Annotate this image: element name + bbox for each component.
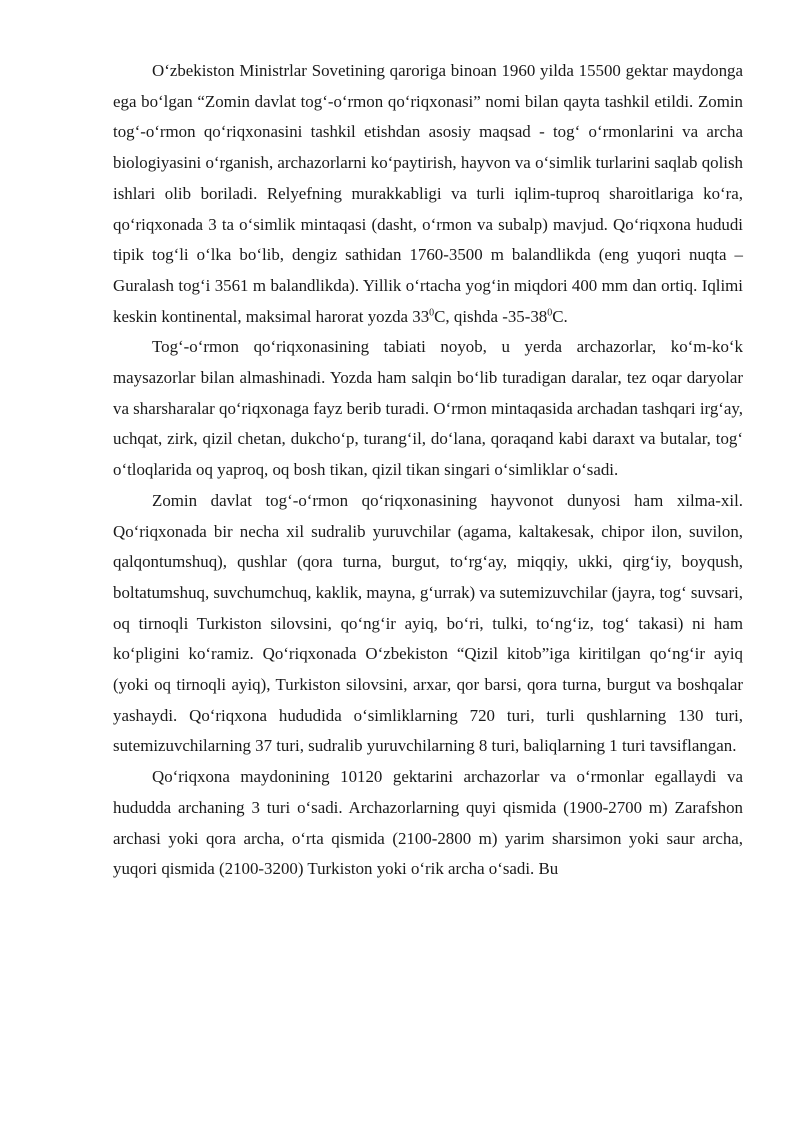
paragraph-1-text: O‘zbekiston Ministrlar Sovetining qaroriga binoan 1960 yilda 15500 gektar maydonga ega bo‘lgan “Zomin davlat tog‘-o‘rmon qo‘riqxonasi” nomi bilan qayta tashkil etildi. Zomin tog‘-o‘rmon qo‘riqxonasini tashkil etishdan asosiy maqsad - tog‘ o‘rmonlarini va archa biologiyasini o‘rganish, archazorlarni ko‘paytirish, hayvon va o‘simlik turlarini saqlab qolish ishlari olib boriladi. Relyefning murakkabligi va turli iqlim-tuproq sharoitlariga ko‘ra, qo‘riqxonada 3 ta o‘simlik mintaqasi (dasht, o‘rmon va subalp) mavjud. Qo‘riqxona hududi tipik tog‘li o‘lka bo‘lib, dengiz sathidan 1760-3500 m balandlikda (eng yuqori nuqta – Guralash tog‘i 3561 m balandlikda). Yillik o‘rtacha yog‘in miqdori 400 mm dan ortiq. Iqlimi keskin kontinental, maksimal harorat yozda 33: [113, 61, 743, 326]
paragraph-3: Zomin davlat tog‘-o‘rmon qo‘riqxonasining hayvonot dunyosi ham xilma-xil. Qo‘riqxonada bir necha xil sudralib yuruvchilar (agama, kaltakesak, chipor ilon, suvilon, qalqontumshuq), qushlar (qora turna, burgut, to‘rg‘ay, miqqiy, ukki, qirg‘iy, boyqush, boltatumshuq, suvchumchuq, kaklik, mayna, g‘urrak) va sutemizuvchilar (jayra, tog‘ suvsari, oq tirnoqli Turkiston silovsini, qo‘ng‘ir ayiq, bo‘ri, tulki, to‘ng‘iz, tog‘ takasi) ni ham ko‘pligini ko‘ramiz. Qo‘riqxonada O‘zbekiston “Qizil kitob”iga kiritilgan qo‘ng‘ir ayiq (yoki oq tirnoqli ayiq), Turkiston silovsini, arxar, qor barsi, qora turna, burgut va boshqalar yashaydi. Qo‘riqxona hududida o‘simliklarning 720 turi, turli qushlarning 130 turi, sutemizuvchilarning 37 turi, sudralib yuruvchilarning 8 turi, baliqlarning 1 turi tavsiflangan.: [113, 490, 743, 756]
paragraph-1-text-cont: C, qishda -35-38: [434, 306, 548, 326]
degree-superscript: 0: [429, 307, 435, 318]
paragraph-2: Tog‘-o‘rmon qo‘riqxonasining tabiati noyob, u yerda archazorlar, ko‘m-ko‘k maysazorlar bilan almashinadi. Yozda ham salqin bo‘lib turadigan daralar, tez oqar daryolar va sharsharalar qo‘riqxonaga fayz berib turadi. O‘rmon mintaqasida archadan tashqari irg‘ay, uchqat, zirk, qizil chetan, dukcho‘p, turang‘il, do‘lana, qoraqand kabi daraxt va butalar, tog‘ o‘tloqlarida oq yaproq, oq bosh tikan, qizil tikan singari o‘simliklar o‘sadi.: [113, 337, 743, 480]
paragraph-1: [113, 56, 743, 332]
document-page: [113, 56, 743, 885]
degree-superscript: 0: [547, 307, 553, 318]
paragraph-1-text-end: C.: [552, 306, 568, 326]
paragraph-4: Qo‘riqxona maydonining 10120 gektarini archazorlar va o‘rmonlar egallaydi va hududda archaning 3 turi o‘sadi. Archazorlarning quyi qismida (1900-2700 m) Zarafshon archasi yoki qora archa, o‘rta qismida (2100-2800 m) yarim sharsimon yoki saur archa, yuqori qismida (2100-3200) Turkiston yoki o‘rik archa o‘sadi. Bu: [113, 767, 743, 879]
